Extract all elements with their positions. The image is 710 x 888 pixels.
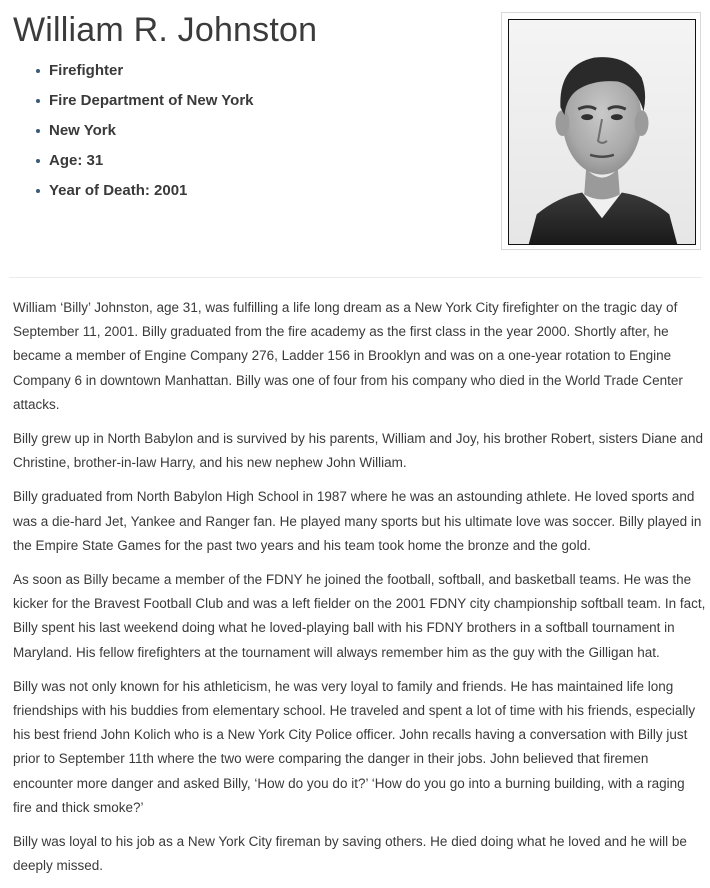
- fact-occupation: [36, 56, 254, 86]
- bio-paragraph: Billy was not only known for his athleticism, he was very loyal to family and friends. He has maintained life long friendships with his buddies from elementary school. He traveled and spent a lot of time with his friends, especially his best friend John Kolich who is a New York City Police officer. John recalls having a conversation with Billy just prior to September 11th where the two were comparing the danger in their jobs. John believed that firemen encounter more danger and asked Billy, ‘How do you do it?’ ‘How do you go into a burning building, with a raging fire and thick smoke?’: [13, 678, 696, 815]
- fact-text: New York: [49, 122, 116, 139]
- bio-paragraph: As soon as Billy became a member of the FDNY he joined the football, softball, and basketball teams. He was the kicker for the Bravest Football Club and was a left fielder on the 2001 FDNY city championship softball team. In fact, Billy spent his last weekend doing what he loved-playing ball with his FDNY brothers in a softball tournament in Maryland. His fellow firefighters at the tournament will always remember him as the guy with the Gilligan hat.: [13, 572, 706, 660]
- profile-facts-list: [36, 56, 254, 206]
- bio-paragraph: Billy was loyal to his job as a New York City fireman by saving others. He died doing what he loved and he will be deeply missed.: [13, 834, 687, 874]
- bio-paragraph: Billy grew up in North Babylon and is survived by his parents, William and Joy, his brother Robert, sisters Diane and Christine, brother-in-law Harry, and his new nephew John William.: [13, 431, 704, 471]
- fact-age: [36, 146, 254, 176]
- bio-paragraph: William ‘Billy’ Johnston, age 31, was fulfilling a life long dream as a New York City firefighter on the tragic day of September 11, 2001. Billy graduated from the fire academy as the first class in the year 2000. Shortly after, he became a member of Engine Company 276, Ladder 156 in Brooklyn and was on a one-year rotation to Engine Company 6 in downtown Manhattan. Billy was one of four from his company who died in the World Trade Center attacks.: [13, 300, 683, 412]
- portrait-image: [509, 20, 695, 244]
- fact-department: [36, 86, 254, 116]
- bullet-icon: [36, 69, 40, 73]
- bullet-icon: [36, 159, 40, 163]
- fact-text: Year of Death: 2001: [49, 182, 188, 199]
- biography: [13, 296, 706, 888]
- fact-location: [36, 116, 254, 146]
- section-divider: [9, 277, 702, 278]
- portrait-frame: [501, 12, 701, 250]
- fact-text: Firefighter: [49, 62, 124, 79]
- bullet-icon: [36, 99, 40, 103]
- fact-text: Fire Department of New York: [49, 92, 254, 109]
- page-title: William R. Johnston: [13, 11, 318, 49]
- bullet-icon: [36, 189, 40, 193]
- fact-year-of-death: [36, 176, 254, 206]
- bullet-icon: [36, 129, 40, 133]
- portrait-photo: [508, 19, 696, 245]
- bio-paragraph: Billy graduated from North Babylon High School in 1987 where he was an astounding athlete. He loved sports and was a die-hard Jet, Yankee and Ranger fan. He played many sports but his ultimate love was soccer. Billy played in the Empire State Games for the past two years and his team took home the bronze and the gold.: [13, 489, 702, 553]
- fact-text: Age: 31: [49, 152, 104, 169]
